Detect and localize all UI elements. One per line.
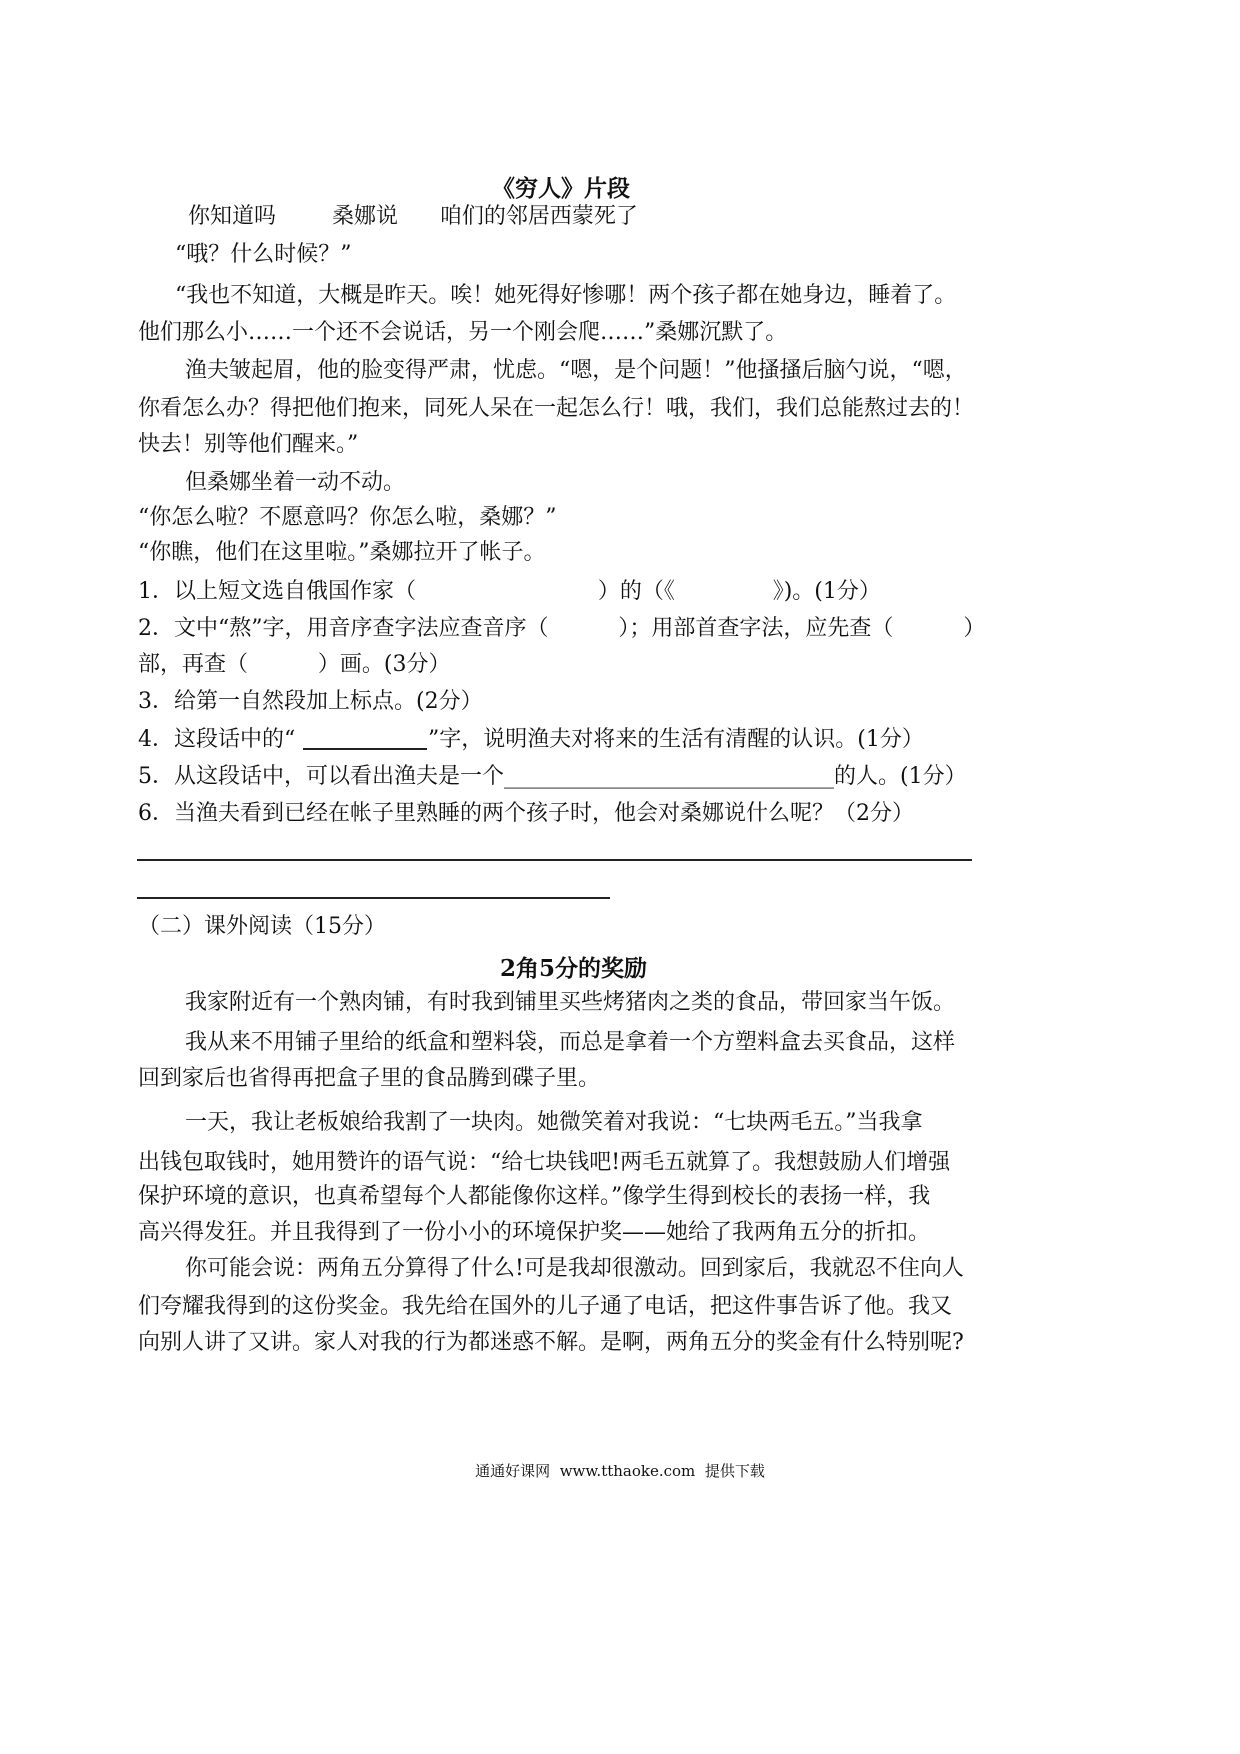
passage-line: 保护环境的意识，也真希望每个人都能像你这样。”像学生得到校长的表扬一样，我: [138, 1184, 931, 1209]
question-2: 2．文中“熬”字，用音序查字法应查音序（ ）；用部首查字法，应先查（ ）: [138, 616, 986, 641]
passage-line: 你看怎么办？得把他们抱来，同死人呆在一起怎么行！哦，我们，我们总能熬过去的！: [138, 396, 975, 421]
passage-line: “哦？什么时候？”: [175, 242, 352, 267]
page-footer: 通通好课网 www.tthaoke.com 提供下载: [475, 1462, 765, 1480]
question-1: 1．以上短文选自俄国作家（ ）的（《 》)。(1分）: [138, 579, 881, 604]
passage-title: 《穷人》片段: [492, 175, 630, 202]
passage-line: 他们那么小……一个还不会说话，另一个刚会爬……”桑娜沉默了。: [138, 320, 788, 345]
question-6: 6．当渔夫看到已经在帐子里熟睡的两个孩子时，他会对桑娜说什么呢？（2分）: [138, 801, 914, 826]
passage-line: 我家附近有一个熟肉铺，有时我到铺里买些烤猪肉之类的食品，带回家当午饭。: [185, 990, 956, 1015]
passage-line: “我也不知道，大概是昨天。唉！她死得好惨哪！两个孩子都在她身边，睡着了。: [175, 283, 957, 308]
passage-line: 渔夫皱起眉，他的脸变得严肃，忧虑。“嗯，是个问题！”他搔搔后脑勺说，“嗯，: [185, 358, 967, 383]
passage-line: 你知道吗 桑娜说 咱们的邻居西蒙死了: [188, 204, 638, 229]
passage-line: 你可能会说：两角五分算得了什么!可是我却很激动。回到家后，我就忍不住向人: [185, 1256, 964, 1281]
question-4-start: 4．这段话中的“: [138, 727, 296, 752]
passage-line: 高兴得发狂。并且我得到了一份小小的环境保护奖——她给了我两角五分的折扣。: [138, 1220, 931, 1245]
passage-line: 我从来不用铺子里给的纸盒和塑料袋，而总是拿着一个方塑料盒去买食品，这样: [185, 1030, 956, 1055]
passage-line: 回到家后也省得再把盒子里的食品腾到碟子里。: [138, 1066, 601, 1091]
passage-line: 一天，我让老板娘给我割了一块肉。她微笑着对我说：“七块两毛五。”当我拿: [185, 1110, 923, 1135]
question-3: 3．给第一自然段加上标点。(2分）: [138, 689, 483, 714]
passage-line: 向别人讲了又讲。家人对我的行为都迷惑不解。是啊，两角五分的奖金有什么特别呢?: [138, 1330, 964, 1355]
passage-line: 快去！别等他们醒来。”: [138, 432, 359, 457]
question-4-end: ”字，说明渔夫对将来的生活有清醒的认识。(1分）: [428, 727, 924, 752]
answer-line[interactable]: [137, 897, 610, 899]
passage-line: 但桑娜坐着一动不动。: [185, 470, 406, 495]
question-5: 5．从这段话中，可以看出渔夫是一个______________________________的人。(1分）: [138, 764, 967, 789]
question-2-cont: 部，再查（ ）画。(3分）: [138, 652, 451, 677]
passage-title: 2角5分的奖励: [500, 955, 648, 982]
passage-line: “你怎么啦？不愿意吗？你怎么啦，桑娜？”: [138, 505, 557, 530]
question-4-blank[interactable]: [303, 748, 427, 750]
answer-line[interactable]: [137, 859, 972, 861]
passage-line: “你瞧，他们在这里啦。”桑娜拉开了帐子。: [138, 540, 546, 565]
passage-line: 出钱包取钱时，她用赞许的语气说：“给七块钱吧!两毛五就算了。我想鼓励人们增强: [138, 1150, 951, 1175]
passage-line: 们夸耀我得到的这份奖金。我先给在国外的儿子通了电话，把这件事告诉了他。我又: [138, 1294, 953, 1319]
section-heading: （二）课外阅读（15分）: [138, 914, 386, 939]
